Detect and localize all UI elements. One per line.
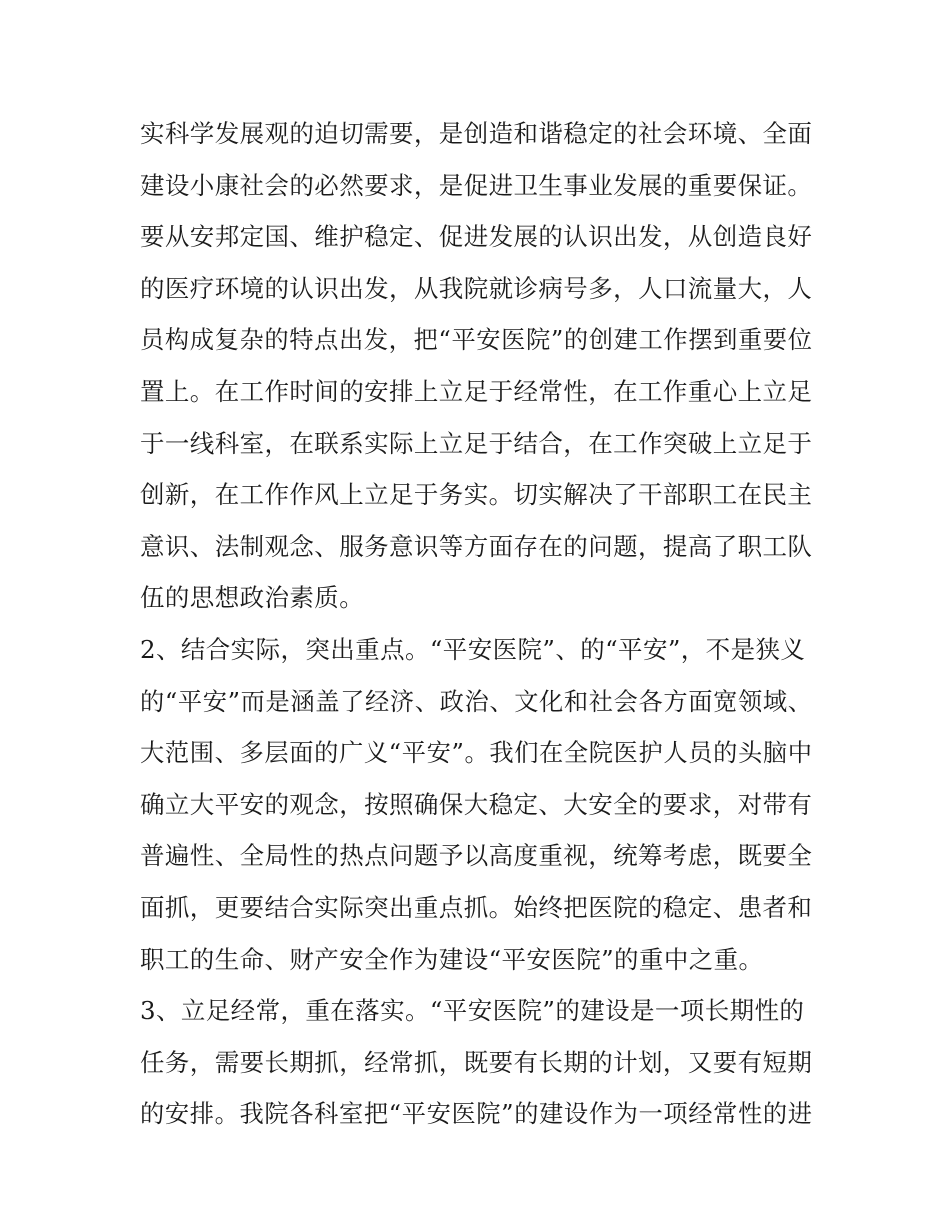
text-line-20: 的安排。我院各科室把“平安医院”的建设作为一项经常性的进: [140, 1099, 812, 1129]
text-line-16: 面抓，更要结合实际突出重点抓。始终把医院的稳定、患者和: [140, 892, 813, 922]
text-line-4: 的医疗环境的认识出发，从我院就诊病号多，人口流量大，人: [140, 273, 813, 303]
text-line-17: 职工的生命、财产安全作为建设“平安医院”的重中之重。: [140, 944, 764, 974]
text-line-6: 置上。在工作时间的安排上立足于经常性，在工作重心上立足: [140, 376, 813, 406]
text-line-9: 意识、法制观念、服务意识等方面存在的问题，提高了职工队: [140, 531, 813, 561]
text-line-5: 员构成复杂的特点出发，把“平安医院”的创建工作摆到重要位: [140, 325, 812, 355]
text-line-13: 大范围、多层面的广义“平安”。我们在全院医护人员的头脑中: [140, 738, 812, 768]
text-line-8: 创新，在工作作风上立足于务实。切实解决了干部职工在民主: [140, 480, 813, 510]
text-line-19: 任务，需要长期抓，经常抓，既要有长期的计划，又要有短期: [140, 1047, 813, 1077]
text-line-12: 的“平安”而是涵盖了经济、政治、文化和社会各方面宽领域、: [140, 686, 812, 716]
text-line-14: 确立大平安的观念，按照确保大稳定、大安全的要求，对带有: [140, 789, 813, 819]
text-line-3: 要从安邦定国、维护稳定、促进发展的认识出发，从创造良好: [140, 222, 813, 252]
text-line-7: 于一线科室，在联系实际上立足于结合，在工作突破上立足于: [140, 428, 813, 458]
text-line-15: 普遍性、全局性的热点问题予以高度重视，统筹考虑，既要全: [140, 841, 813, 871]
text-line-10: 伍的思想政治素质。: [140, 583, 365, 613]
text-line-2: 建设小康社会的必然要求，是促进卫生事业发展的重要保证。: [140, 170, 813, 200]
text-line-18: 3、立足经常，重在落实。“平安医院”的建设是一项长期性的: [140, 996, 805, 1026]
body-text: [140, 108, 812, 1140]
text-line-1: 实科学发展观的迫切需要，是创造和谐稳定的社会环境、全面: [140, 119, 813, 148]
text-line-11: 2、结合实际，突出重点。“平安医院”、的“平安”，不是狭义: [140, 634, 806, 664]
